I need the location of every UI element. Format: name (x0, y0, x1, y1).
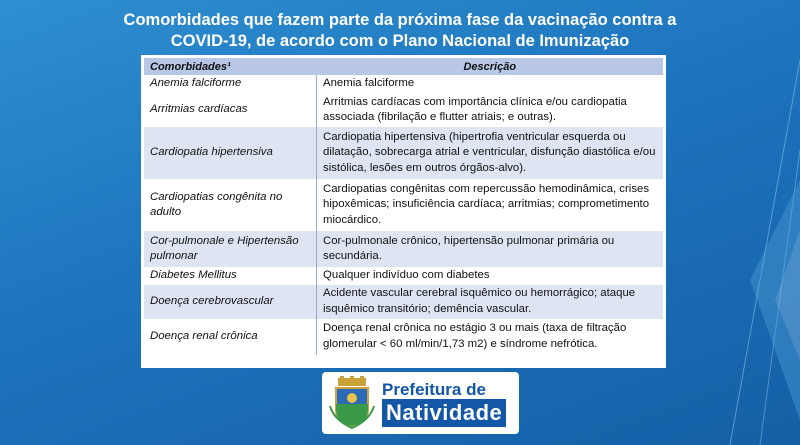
comorbidity-description: Anemia falciforme (317, 75, 664, 93)
comorbidity-name: Arritmias cardíacas (144, 93, 317, 127)
comorbidity-description: Qualquer indivíduo com diabetes (317, 267, 664, 285)
comorbidity-name: Doença renal crônica (144, 319, 317, 355)
table-row (144, 127, 663, 179)
comorbidity-description: Doença renal crônica no estágio 3 ou mais (taxa de filtração glomerular < 60 ml/min/1,73 m2) e síndrome nefrótica. (317, 319, 664, 355)
comorbidities-table (144, 58, 663, 355)
comorbidity-description: Cardiopatia hipertensiva (hipertrofia ventricular esquerda ou dilatação, sobrecarga atrial e ventricular, disfunção diastólica e/ou sistólica, lesões em outros órgãos-alvo). (317, 127, 664, 179)
comorbidities-table-panel (141, 55, 666, 368)
table-row (144, 267, 663, 285)
comorbidity-name: Diabetes Mellitus (144, 267, 317, 285)
table-row (144, 75, 663, 93)
column-header-comorbidades: Comorbidades¹ (144, 58, 317, 75)
logo-line1: Prefeitura de (382, 379, 486, 399)
comorbidity-name: Cor-pulmonale e Hipertensão pulmonar (144, 231, 317, 267)
column-header-descricao: Descrição (317, 58, 664, 75)
comorbidity-description: Cardiopatias congênitas com repercussão hemodinâmica, crises hipoxêmicas; insuficiência cardíaca; arritmias; comprometimento miocárdico. (317, 179, 664, 231)
prefeitura-logo (322, 372, 519, 434)
table-row (144, 231, 663, 267)
comorbidity-name: Doença cerebrovascular (144, 285, 317, 319)
page-title-line2: COVID-19, de acordo com o Plano Nacional de Imunização (170, 32, 630, 50)
city-crest-icon (328, 376, 376, 430)
table-row (144, 319, 663, 355)
table-row (144, 285, 663, 319)
table-header-row (144, 58, 663, 75)
table-row (144, 179, 663, 231)
page-title (60, 10, 740, 52)
logo-line2: Natividade (382, 399, 506, 427)
decorative-lines (690, 0, 800, 445)
comorbidity-name: Cardiopatias congênita no adulto (144, 179, 317, 231)
page-title-line1: Comorbidades que fazem parte da próxima fase da vacinação contra a (123, 11, 677, 29)
comorbidity-description: Cor-pulmonale crônico, hipertensão pulmonar primária ou secundária. (317, 231, 664, 267)
comorbidity-description: Arritmias cardíacas com importância clínica e/ou cardiopatia associada (fibrilação e flutter atriais; e outras). (317, 93, 664, 127)
comorbidity-name: Anemia falciforme (144, 75, 317, 93)
comorbidity-name: Cardiopatia hipertensiva (144, 127, 317, 179)
table-row (144, 93, 663, 127)
comorbidity-description: Acidente vascular cerebral isquêmico ou hemorrágico; ataque isquêmico transitório; demência vascular. (317, 285, 664, 319)
